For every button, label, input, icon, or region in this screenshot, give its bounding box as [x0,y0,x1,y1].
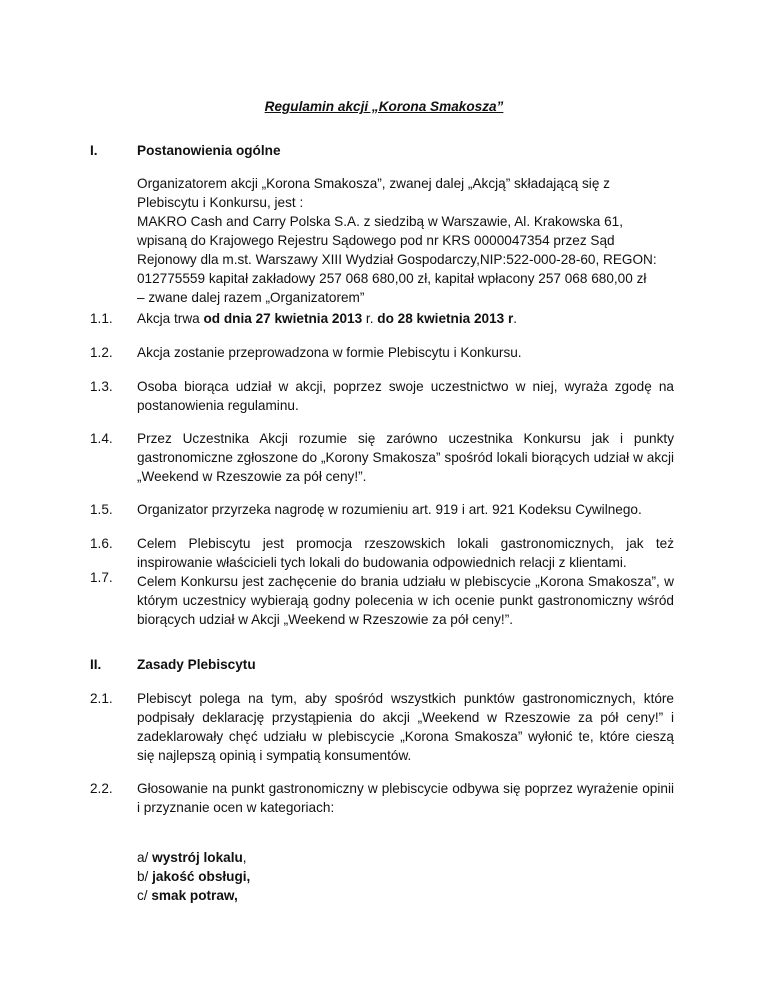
list-item: b/ jakość obsługi, [137,869,251,884]
text-line: Plebiscytu i Konkursu, jest : [137,195,304,210]
paragraph-number: 1.5. [90,502,113,517]
end-date: do 28 kwietnia 2013 r [377,311,514,326]
organizer-paragraph [137,174,674,307]
paragraph-number: 1.2. [90,345,113,360]
start-date: od dnia 27 kwietnia 2013 [203,311,363,326]
paragraph-text: Plebiscyt polega na tym, aby spośród wszystkich punktów gastronomicznych, które podpisały deklarację przystąpienia do akcji „Weekend w Rzeszowie za pół ceny!” i zadeklarowały chęć udziału w plebiscycie „Korona Smakosza” wyłonić te, które cieszą się najlepszą opinią i sympatią konsumentów. [137,691,674,763]
section-heading: Zasady Plebiscytu [137,657,256,672]
paragraph-text: Organizator przyrzeka nagrodę w rozumieniu art. 919 i art. 921 Kodeksu Cywilnego. [137,502,642,517]
text-line: MAKRO Cash and Carry Polska S.A. z siedzibą w Warszawie, Al. Krakowska 61, [137,214,624,229]
section-number: II. [90,657,102,672]
paragraph-number: 1.6. [90,536,113,551]
paragraph-number: 1.3. [90,379,113,394]
text-line: Rejonowy dla m.st. Warszawy XIII Wydział Gospodarczy,NIP:522-000-28-60, REGON: [137,252,657,267]
text-line: wpisaną do Krajowego Rejestru Sądowego pod nr KRS 0000047354 przez Sąd [137,233,615,248]
paragraph-number: 2.2. [90,781,113,796]
list-item: a/ wystrój lokalu, [137,850,247,865]
section-number: I. [90,143,98,158]
paragraph-text: Osoba biorąca udział w akcji, poprzez swoje uczestnictwo w niej, wyraża zgodę na postanowienia regulaminu. [137,379,674,413]
duration-paragraph: Akcja trwa od dnia 27 kwietnia 2013 r. do 28 kwietnia 2013 r. [137,311,518,326]
list-item: c/ smak potraw, [137,888,238,903]
text-line: – zwane dalej razem „Organizatorem” [137,290,365,305]
paragraph-number: 1.7. [90,570,113,585]
text-line: 012775559 kapitał zakładowy 257 068 680,00 zł, kapitał wpłacony 257 068 680,00 zł [137,271,647,286]
paragraph-text: Przez Uczestnika Akcji rozumie się zarówno uczestnika Konkursu jak i punkty gastronomiczne zgłoszone do „Korony Smakosza” spośród lokali biorących udział w akcji „Weekend w Rzeszowie za pół ceny!”. [137,431,674,484]
paragraph-number: 1.1. [90,311,113,326]
paragraph-text: Celem Plebiscytu jest promocja rzeszowskich lokali gastronomicznych, jak też inspirowanie właścicieli tych lokali do budowania odpowiednich relacji z klientami. [137,536,674,570]
category-list [137,848,674,905]
paragraph-number: 1.4. [90,431,113,446]
paragraph-number: 2.1. [90,691,113,706]
document-title: Regulamin akcji „Korona Smakosza” [264,99,504,114]
paragraph-text: Głosowanie na punkt gastronomiczny w plebiscycie odbywa się poprzez wyrażenie opinii i przyznanie ocen w kategoriach: [137,781,674,815]
paragraph-text: Celem Konkursu jest zachęcenie do brania udziału w plebiscycie „Korona Smakosza”, w którym uczestnicy wybierają godny polecenia w ich ocenie punkt gastronomiczny wśród biorących udział w Akcji „Weekend w Rzeszowie za pół ceny!”. [137,574,674,627]
paragraph-text: Akcja zostanie przeprowadzona w formie Plebiscytu i Konkursu. [137,345,522,360]
section-heading: Postanowienia ogólne [137,143,281,158]
text-line: Organizatorem akcji „Korona Smakosza”, zwanej dalej „Akcją” składającą się z [137,176,610,191]
